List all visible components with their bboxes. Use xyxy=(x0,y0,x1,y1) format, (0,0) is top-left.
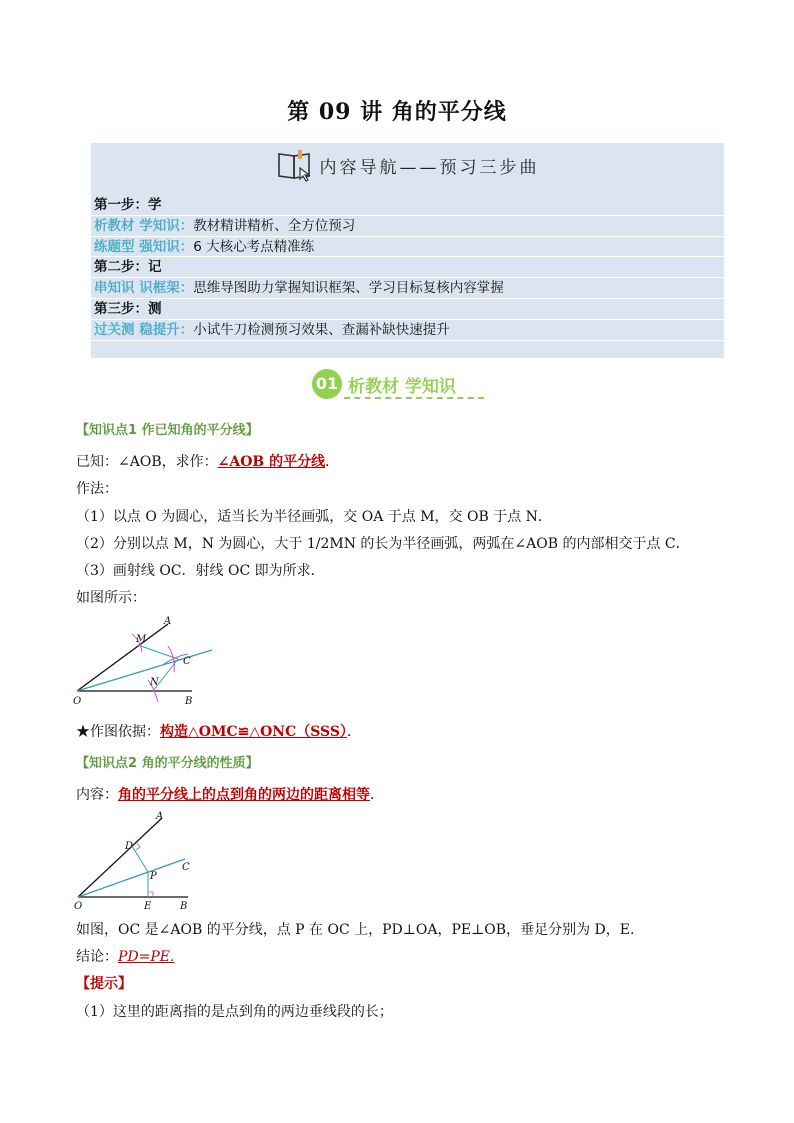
nav-header-text: 内容导航——预习三步曲 xyxy=(319,157,540,178)
fig1-label-c: C xyxy=(183,656,191,667)
nav-step-1 xyxy=(91,195,724,216)
kp2-tip-title: 【提示】 xyxy=(76,976,132,992)
content-navigation-box xyxy=(91,143,724,358)
ray-oc xyxy=(77,650,212,691)
kp1-given-suffix: ． xyxy=(325,454,340,470)
fig1-label-b: B xyxy=(185,696,193,707)
nav-row-2-desc: 6 大核心考点精准练 xyxy=(193,238,315,255)
section-underline xyxy=(344,397,484,399)
fig2-ray-oa xyxy=(78,818,162,897)
fig2-label-d: D xyxy=(125,841,134,852)
nav-row-1-key: 析教材 学知识： xyxy=(94,217,194,234)
section-number-badge: 01 xyxy=(312,369,342,399)
nav-row-1 xyxy=(91,216,724,237)
segment-mc xyxy=(138,645,178,659)
page-title: 第 09 讲 角的平分线 xyxy=(287,99,507,125)
kp1-step-3: （3）画射线 OC．射线 OC 即为所求． xyxy=(76,563,325,579)
knowledge-point-2-title: 【知识点2 角的平分线的性质】 xyxy=(76,756,259,771)
fig2-label-p: P xyxy=(150,871,157,882)
nav-step-1-label: 第一步：学 xyxy=(94,197,162,213)
nav-row-2 xyxy=(91,237,724,258)
book-pointer-icon xyxy=(276,148,316,182)
right-angle-mark-d xyxy=(136,843,140,850)
nav-step-3-label: 第三步：测 xyxy=(94,300,162,317)
nav-row-4 xyxy=(91,320,724,341)
nav-row-4-desc: 小试牛刀检测预习效果、查漏补缺快速提升 xyxy=(193,321,450,338)
fig2-label-c: C xyxy=(182,862,190,873)
kp1-basis-prefix: ★作图依据： xyxy=(76,724,160,740)
kp1-step-2: （2）分别以点 M，N 为圆心，大于 1/2MN 的长为半径画弧，两弧在∠AOB 的内部相交于点 C． xyxy=(76,536,690,552)
fig1-label-a: A xyxy=(164,616,172,627)
fig2-label-e: E xyxy=(144,901,152,912)
fig1-label-o: O xyxy=(73,696,82,707)
right-angle-mark-e xyxy=(148,892,153,897)
kp2-tip-1: （1）这里的距离指的是点到角的两边垂线段的长； xyxy=(76,1004,393,1020)
nav-row-3-key: 串知识 识框架： xyxy=(94,280,194,297)
nav-header xyxy=(91,149,724,181)
nav-step-3 xyxy=(91,299,724,320)
kp2-conclusion xyxy=(76,946,174,966)
kp2-conclusion-red: PD=PE. xyxy=(118,949,175,965)
kp1-basis-suffix: ． xyxy=(346,724,361,740)
nav-rows xyxy=(91,195,724,341)
angle-bisector-property-figure xyxy=(70,808,210,912)
kp2-content xyxy=(76,784,384,804)
kp2-content-red: 角的平分线上的点到角的两边的距离相等 xyxy=(118,787,370,803)
nav-row-3-desc: 思维导图助力掌握知识框架、学习目标复核内容掌握 xyxy=(193,280,504,297)
section-label: 析教材 学知识 xyxy=(348,376,456,397)
kp1-method: 作法： xyxy=(76,481,118,497)
kp1-given-red: ∠AOB 的平分线 xyxy=(217,454,326,470)
kp1-basis xyxy=(76,721,361,741)
segment-pd xyxy=(132,846,148,872)
nav-row-3 xyxy=(91,278,724,299)
kp2-figure-text: 如图，OC 是∠AOB 的平分线，点 P 在 OC 上，PD⊥OA，PE⊥OB，垂足分别为 D，E. xyxy=(76,922,635,938)
nav-row-2-key: 练题型 强知识： xyxy=(94,238,194,255)
fig1-label-m: M xyxy=(136,634,147,645)
fig2-label-o: O xyxy=(74,901,83,912)
angle-bisector-construction-figure xyxy=(70,612,220,712)
nav-row-1-desc: 教材精讲精析、全方位预习 xyxy=(193,217,356,234)
fig1-label-n: N xyxy=(150,677,159,688)
kp1-given xyxy=(76,451,339,471)
nav-step-2-label: 第二步：记 xyxy=(94,259,162,276)
kp1-basis-red: 构造△OMC≌△ONC（SSS） xyxy=(160,724,347,740)
kp2-conclusion-prefix: 结论： xyxy=(76,949,118,965)
nav-row-4-key: 过关测 稳提升： xyxy=(94,321,194,338)
kp1-as-shown: 如图所示： xyxy=(76,590,146,606)
fig2-ray-oc xyxy=(78,859,185,897)
kp2-content-suffix: ． xyxy=(370,787,384,803)
kp1-given-prefix: 已知：∠AOB，求作： xyxy=(76,454,218,470)
knowledge-point-1-title: 【知识点1 作已知角的平分线】 xyxy=(76,423,259,438)
fig2-label-a: A xyxy=(156,811,164,822)
nav-step-2 xyxy=(91,257,724,278)
kp2-content-prefix: 内容： xyxy=(76,787,118,803)
kp1-step-1: （1）以点 O 为圆心，适当长为半径画弧，交 OA 于点 M，交 OB 于点 N． xyxy=(76,509,552,525)
fig2-label-b: B xyxy=(180,901,188,912)
